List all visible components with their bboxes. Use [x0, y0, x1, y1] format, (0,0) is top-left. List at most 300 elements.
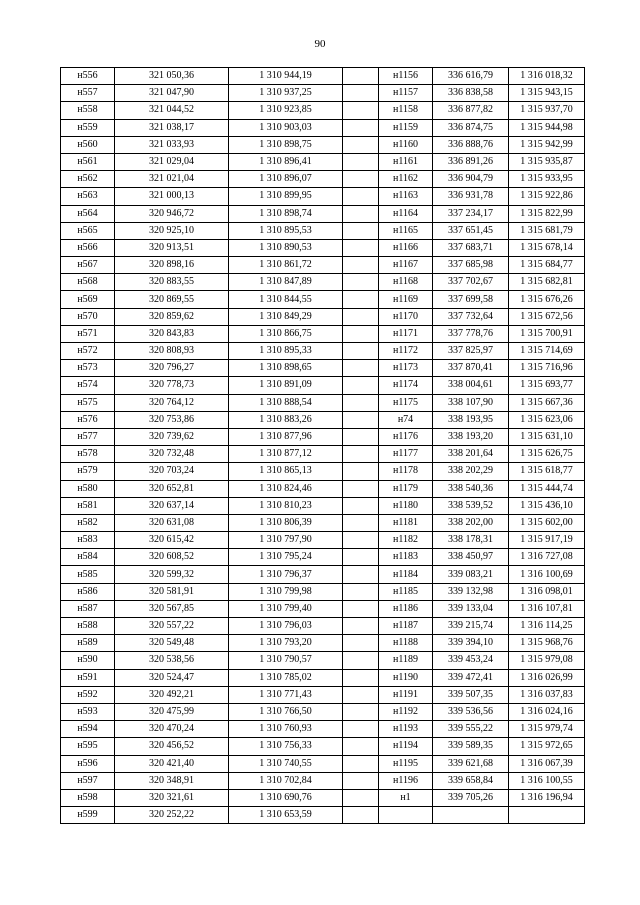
x-coordinate-cell: 338 004,61 — [433, 377, 509, 394]
x-coordinate-cell: 320 567,85 — [115, 600, 229, 617]
point-cell: н1195 — [379, 755, 433, 772]
point-cell: н577 — [61, 428, 115, 445]
empty-separator-cell — [343, 360, 379, 377]
x-coordinate-cell: 336 877,82 — [433, 102, 509, 119]
x-coordinate-cell: 320 652,81 — [115, 480, 229, 497]
table-row — [61, 669, 585, 686]
y-coordinate-cell: 1 310 898,74 — [229, 205, 343, 222]
point-cell: н595 — [61, 738, 115, 755]
x-coordinate-cell: 339 083,21 — [433, 566, 509, 583]
y-coordinate-cell: 1 310 796,03 — [229, 618, 343, 635]
point-cell: н1188 — [379, 635, 433, 652]
empty-separator-cell — [343, 222, 379, 239]
y-coordinate-cell: 1 310 877,96 — [229, 428, 343, 445]
empty-separator-cell — [343, 446, 379, 463]
empty-separator-cell — [343, 428, 379, 445]
empty-separator-cell — [343, 239, 379, 256]
x-coordinate-cell: 320 421,40 — [115, 755, 229, 772]
x-coordinate-cell: 321 029,04 — [115, 153, 229, 170]
table-row — [61, 222, 585, 239]
point-cell: н597 — [61, 772, 115, 789]
y-coordinate-cell: 1 310 849,29 — [229, 308, 343, 325]
x-coordinate-cell: 337 825,97 — [433, 343, 509, 360]
point-cell: н585 — [61, 566, 115, 583]
point-cell: н1187 — [379, 618, 433, 635]
table-row — [61, 239, 585, 256]
y-coordinate-cell: 1 315 681,79 — [509, 222, 585, 239]
point-cell: н1176 — [379, 428, 433, 445]
point-cell: н1180 — [379, 497, 433, 514]
x-coordinate-cell: 339 472,41 — [433, 669, 509, 686]
table-row — [61, 205, 585, 222]
y-coordinate-cell: 1 315 943,15 — [509, 85, 585, 102]
y-coordinate-cell: 1 310 795,24 — [229, 549, 343, 566]
point-cell: н1186 — [379, 600, 433, 617]
point-cell: н575 — [61, 394, 115, 411]
table-row — [61, 68, 585, 85]
y-coordinate-cell: 1 310 877,12 — [229, 446, 343, 463]
point-cell: н596 — [61, 755, 115, 772]
point-cell: н598 — [61, 789, 115, 806]
point-cell: н1184 — [379, 566, 433, 583]
y-coordinate-cell: 1 315 676,26 — [509, 291, 585, 308]
point-cell: н567 — [61, 257, 115, 274]
x-coordinate-cell — [433, 807, 509, 824]
y-coordinate-cell: 1 310 793,20 — [229, 635, 343, 652]
x-coordinate-cell: 320 808,93 — [115, 343, 229, 360]
empty-separator-cell — [343, 291, 379, 308]
empty-separator-cell — [343, 549, 379, 566]
point-cell: н1192 — [379, 703, 433, 720]
empty-separator-cell — [343, 618, 379, 635]
y-coordinate-cell: 1 315 667,36 — [509, 394, 585, 411]
y-coordinate-cell: 1 315 937,70 — [509, 102, 585, 119]
x-coordinate-cell: 320 869,55 — [115, 291, 229, 308]
y-coordinate-cell: 1 310 653,59 — [229, 807, 343, 824]
x-coordinate-cell: 320 348,91 — [115, 772, 229, 789]
x-coordinate-cell: 337 234,17 — [433, 205, 509, 222]
y-coordinate-cell: 1 310 944,19 — [229, 68, 343, 85]
x-coordinate-cell: 338 201,64 — [433, 446, 509, 463]
point-cell: н1185 — [379, 583, 433, 600]
y-coordinate-cell: 1 315 917,19 — [509, 532, 585, 549]
point-cell: н1190 — [379, 669, 433, 686]
y-coordinate-cell: 1 310 865,13 — [229, 463, 343, 480]
table-row — [61, 463, 585, 480]
x-coordinate-cell: 320 475,99 — [115, 703, 229, 720]
point-cell: н590 — [61, 652, 115, 669]
table-row — [61, 721, 585, 738]
point-cell: н1 — [379, 789, 433, 806]
x-coordinate-cell: 320 252,22 — [115, 807, 229, 824]
x-coordinate-cell: 321 044,52 — [115, 102, 229, 119]
point-cell: н588 — [61, 618, 115, 635]
x-coordinate-cell: 320 538,56 — [115, 652, 229, 669]
point-cell: н579 — [61, 463, 115, 480]
point-cell: н573 — [61, 360, 115, 377]
empty-separator-cell — [343, 514, 379, 531]
x-coordinate-cell: 337 685,98 — [433, 257, 509, 274]
x-coordinate-cell: 338 539,52 — [433, 497, 509, 514]
point-cell: н589 — [61, 635, 115, 652]
y-coordinate-cell: 1 310 810,23 — [229, 497, 343, 514]
empty-separator-cell — [343, 308, 379, 325]
point-cell: н1156 — [379, 68, 433, 85]
y-coordinate-cell: 1 316 026,99 — [509, 669, 585, 686]
y-coordinate-cell: 1 310 888,54 — [229, 394, 343, 411]
point-cell: н563 — [61, 188, 115, 205]
point-cell: н587 — [61, 600, 115, 617]
x-coordinate-cell: 336 874,75 — [433, 119, 509, 136]
table-row — [61, 85, 585, 102]
point-cell: н1170 — [379, 308, 433, 325]
point-cell: н1196 — [379, 772, 433, 789]
point-cell: н565 — [61, 222, 115, 239]
x-coordinate-cell: 321 000,13 — [115, 188, 229, 205]
point-cell: н599 — [61, 807, 115, 824]
x-coordinate-cell: 320 703,24 — [115, 463, 229, 480]
x-coordinate-cell: 338 202,00 — [433, 514, 509, 531]
point-cell: н1189 — [379, 652, 433, 669]
x-coordinate-cell: 339 133,04 — [433, 600, 509, 617]
point-cell: н594 — [61, 721, 115, 738]
x-coordinate-cell: 320 796,27 — [115, 360, 229, 377]
empty-separator-cell — [343, 68, 379, 85]
table-row — [61, 377, 585, 394]
x-coordinate-cell: 339 507,35 — [433, 686, 509, 703]
x-coordinate-cell: 320 739,62 — [115, 428, 229, 445]
empty-separator-cell — [343, 738, 379, 755]
y-coordinate-cell: 1 310 740,55 — [229, 755, 343, 772]
empty-separator-cell — [343, 463, 379, 480]
point-cell: н1167 — [379, 257, 433, 274]
y-coordinate-cell: 1 310 760,93 — [229, 721, 343, 738]
x-coordinate-cell: 338 193,20 — [433, 428, 509, 445]
x-coordinate-cell: 337 870,41 — [433, 360, 509, 377]
y-coordinate-cell: 1 315 944,98 — [509, 119, 585, 136]
empty-separator-cell — [343, 721, 379, 738]
empty-separator-cell — [343, 635, 379, 652]
point-cell: н1178 — [379, 463, 433, 480]
table-row — [61, 257, 585, 274]
x-coordinate-cell: 336 838,58 — [433, 85, 509, 102]
x-coordinate-cell: 336 888,76 — [433, 136, 509, 153]
table-row — [61, 532, 585, 549]
x-coordinate-cell: 320 524,47 — [115, 669, 229, 686]
x-coordinate-cell: 320 321,61 — [115, 789, 229, 806]
empty-separator-cell — [343, 257, 379, 274]
x-coordinate-cell: 339 215,74 — [433, 618, 509, 635]
x-coordinate-cell: 320 549,48 — [115, 635, 229, 652]
y-coordinate-cell: 1 315 979,74 — [509, 721, 585, 738]
x-coordinate-cell: 320 631,08 — [115, 514, 229, 531]
y-coordinate-cell: 1 316 107,81 — [509, 600, 585, 617]
empty-separator-cell — [343, 85, 379, 102]
point-cell: н1182 — [379, 532, 433, 549]
point-cell: н591 — [61, 669, 115, 686]
y-coordinate-cell: 1 315 682,81 — [509, 274, 585, 291]
x-coordinate-cell: 338 178,31 — [433, 532, 509, 549]
y-coordinate-cell: 1 310 896,07 — [229, 171, 343, 188]
point-cell: н1162 — [379, 171, 433, 188]
point-cell: н557 — [61, 85, 115, 102]
y-coordinate-cell: 1 315 444,74 — [509, 480, 585, 497]
table-row — [61, 360, 585, 377]
table-row — [61, 274, 585, 291]
y-coordinate-cell: 1 315 631,10 — [509, 428, 585, 445]
page-number: 90 — [314, 38, 326, 50]
point-cell: н566 — [61, 239, 115, 256]
point-cell: н556 — [61, 68, 115, 85]
y-coordinate-cell: 1 310 861,72 — [229, 257, 343, 274]
y-coordinate-cell: 1 315 822,99 — [509, 205, 585, 222]
x-coordinate-cell: 320 456,52 — [115, 738, 229, 755]
table-row — [61, 652, 585, 669]
point-cell: н582 — [61, 514, 115, 531]
x-coordinate-cell: 338 107,90 — [433, 394, 509, 411]
x-coordinate-cell: 321 021,04 — [115, 171, 229, 188]
x-coordinate-cell: 339 453,24 — [433, 652, 509, 669]
point-cell: н1166 — [379, 239, 433, 256]
point-cell: н560 — [61, 136, 115, 153]
y-coordinate-cell: 1 310 785,02 — [229, 669, 343, 686]
point-cell: н572 — [61, 343, 115, 360]
x-coordinate-cell: 339 132,98 — [433, 583, 509, 600]
point-cell: н562 — [61, 171, 115, 188]
empty-separator-cell — [343, 343, 379, 360]
table-row — [61, 428, 585, 445]
x-coordinate-cell: 320 859,62 — [115, 308, 229, 325]
x-coordinate-cell: 320 843,83 — [115, 325, 229, 342]
table-row — [61, 618, 585, 635]
empty-separator-cell — [343, 377, 379, 394]
table-row — [61, 171, 585, 188]
x-coordinate-cell: 320 608,52 — [115, 549, 229, 566]
table-row — [61, 325, 585, 342]
x-coordinate-cell: 337 699,58 — [433, 291, 509, 308]
empty-separator-cell — [343, 394, 379, 411]
y-coordinate-cell: 1 310 799,40 — [229, 600, 343, 617]
point-cell: н1172 — [379, 343, 433, 360]
y-coordinate-cell: 1 316 018,32 — [509, 68, 585, 85]
table-row — [61, 772, 585, 789]
point-cell: н1175 — [379, 394, 433, 411]
x-coordinate-cell: 338 193,95 — [433, 411, 509, 428]
table-row — [61, 411, 585, 428]
point-cell: н558 — [61, 102, 115, 119]
y-coordinate-cell: 1 315 979,08 — [509, 652, 585, 669]
x-coordinate-cell: 339 621,68 — [433, 755, 509, 772]
point-cell: н571 — [61, 325, 115, 342]
empty-separator-cell — [343, 703, 379, 720]
y-coordinate-cell: 1 310 903,03 — [229, 119, 343, 136]
x-coordinate-cell: 320 898,16 — [115, 257, 229, 274]
point-cell: н576 — [61, 411, 115, 428]
point-cell: н1194 — [379, 738, 433, 755]
empty-separator-cell — [343, 102, 379, 119]
empty-separator-cell — [343, 205, 379, 222]
x-coordinate-cell: 320 599,32 — [115, 566, 229, 583]
table-row — [61, 738, 585, 755]
coordinates-table-body — [61, 68, 585, 824]
y-coordinate-cell: 1 310 790,57 — [229, 652, 343, 669]
point-cell: н1179 — [379, 480, 433, 497]
x-coordinate-cell: 320 913,51 — [115, 239, 229, 256]
table-row — [61, 686, 585, 703]
point-cell: н568 — [61, 274, 115, 291]
x-coordinate-cell: 337 702,67 — [433, 274, 509, 291]
y-coordinate-cell: 1 315 700,91 — [509, 325, 585, 342]
point-cell: н592 — [61, 686, 115, 703]
point-cell: н586 — [61, 583, 115, 600]
x-coordinate-cell: 338 450,97 — [433, 549, 509, 566]
x-coordinate-cell: 320 753,86 — [115, 411, 229, 428]
y-coordinate-cell: 1 315 693,77 — [509, 377, 585, 394]
point-cell: н1168 — [379, 274, 433, 291]
point-cell: н581 — [61, 497, 115, 514]
x-coordinate-cell: 336 616,79 — [433, 68, 509, 85]
point-cell: н1159 — [379, 119, 433, 136]
y-coordinate-cell: 1 316 098,01 — [509, 583, 585, 600]
y-coordinate-cell: 1 315 602,00 — [509, 514, 585, 531]
x-coordinate-cell: 339 658,84 — [433, 772, 509, 789]
y-coordinate-cell: 1 310 806,39 — [229, 514, 343, 531]
y-coordinate-cell: 1 310 898,65 — [229, 360, 343, 377]
y-coordinate-cell: 1 316 100,55 — [509, 772, 585, 789]
table-row — [61, 136, 585, 153]
y-coordinate-cell: 1 315 968,76 — [509, 635, 585, 652]
y-coordinate-cell: 1 310 866,75 — [229, 325, 343, 342]
point-cell: н559 — [61, 119, 115, 136]
point-cell: н1165 — [379, 222, 433, 239]
x-coordinate-cell: 321 038,17 — [115, 119, 229, 136]
x-coordinate-cell: 320 764,12 — [115, 394, 229, 411]
y-coordinate-cell: 1 315 672,56 — [509, 308, 585, 325]
empty-separator-cell — [343, 480, 379, 497]
x-coordinate-cell: 339 705,26 — [433, 789, 509, 806]
y-coordinate-cell: 1 310 898,75 — [229, 136, 343, 153]
x-coordinate-cell: 320 732,48 — [115, 446, 229, 463]
y-coordinate-cell: 1 315 933,95 — [509, 171, 585, 188]
empty-separator-cell — [343, 600, 379, 617]
y-coordinate-cell: 1 315 922,86 — [509, 188, 585, 205]
x-coordinate-cell: 320 492,21 — [115, 686, 229, 703]
y-coordinate-cell: 1 316 067,39 — [509, 755, 585, 772]
x-coordinate-cell: 337 651,45 — [433, 222, 509, 239]
point-cell: н593 — [61, 703, 115, 720]
y-coordinate-cell: 1 310 895,53 — [229, 222, 343, 239]
point-cell: н578 — [61, 446, 115, 463]
empty-separator-cell — [343, 171, 379, 188]
x-coordinate-cell: 337 732,64 — [433, 308, 509, 325]
x-coordinate-cell: 338 540,36 — [433, 480, 509, 497]
point-cell: н74 — [379, 411, 433, 428]
x-coordinate-cell: 339 394,10 — [433, 635, 509, 652]
point-cell — [379, 807, 433, 824]
point-cell: н564 — [61, 205, 115, 222]
empty-separator-cell — [343, 566, 379, 583]
x-coordinate-cell: 336 904,79 — [433, 171, 509, 188]
y-coordinate-cell: 1 310 844,55 — [229, 291, 343, 308]
y-coordinate-cell: 1 316 727,08 — [509, 549, 585, 566]
y-coordinate-cell: 1 310 756,33 — [229, 738, 343, 755]
table-row — [61, 566, 585, 583]
y-coordinate-cell: 1 315 942,99 — [509, 136, 585, 153]
x-coordinate-cell: 339 589,35 — [433, 738, 509, 755]
coordinates-table — [60, 67, 585, 824]
table-row — [61, 549, 585, 566]
y-coordinate-cell: 1 310 883,26 — [229, 411, 343, 428]
point-cell: н1177 — [379, 446, 433, 463]
empty-separator-cell — [343, 274, 379, 291]
point-cell: н1191 — [379, 686, 433, 703]
table-row — [61, 583, 585, 600]
x-coordinate-cell: 321 033,93 — [115, 136, 229, 153]
x-coordinate-cell: 320 581,91 — [115, 583, 229, 600]
empty-separator-cell — [343, 153, 379, 170]
point-cell: н574 — [61, 377, 115, 394]
empty-separator-cell — [343, 772, 379, 789]
y-coordinate-cell: 1 315 626,75 — [509, 446, 585, 463]
y-coordinate-cell: 1 315 972,65 — [509, 738, 585, 755]
table-row — [61, 308, 585, 325]
y-coordinate-cell: 1 310 824,46 — [229, 480, 343, 497]
point-cell: н1174 — [379, 377, 433, 394]
table-row — [61, 497, 585, 514]
point-cell: н569 — [61, 291, 115, 308]
table-row — [61, 807, 585, 824]
x-coordinate-cell: 320 946,72 — [115, 205, 229, 222]
point-cell: н580 — [61, 480, 115, 497]
empty-separator-cell — [343, 188, 379, 205]
y-coordinate-cell: 1 310 891,09 — [229, 377, 343, 394]
x-coordinate-cell: 320 778,73 — [115, 377, 229, 394]
y-coordinate-cell: 1 316 037,83 — [509, 686, 585, 703]
point-cell: н1183 — [379, 549, 433, 566]
x-coordinate-cell: 339 536,56 — [433, 703, 509, 720]
point-cell: н1163 — [379, 188, 433, 205]
x-coordinate-cell: 320 470,24 — [115, 721, 229, 738]
table-row — [61, 755, 585, 772]
y-coordinate-cell: 1 310 895,33 — [229, 343, 343, 360]
y-coordinate-cell: 1 315 436,10 — [509, 497, 585, 514]
empty-separator-cell — [343, 411, 379, 428]
y-coordinate-cell: 1 315 623,06 — [509, 411, 585, 428]
x-coordinate-cell: 320 637,14 — [115, 497, 229, 514]
table-row — [61, 514, 585, 531]
y-coordinate-cell: 1 316 100,69 — [509, 566, 585, 583]
empty-separator-cell — [343, 755, 379, 772]
table-row — [61, 480, 585, 497]
table-row — [61, 153, 585, 170]
y-coordinate-cell — [509, 807, 585, 824]
x-coordinate-cell: 320 883,55 — [115, 274, 229, 291]
empty-separator-cell — [343, 789, 379, 806]
point-cell: н570 — [61, 308, 115, 325]
point-cell: н1181 — [379, 514, 433, 531]
empty-separator-cell — [343, 686, 379, 703]
empty-separator-cell — [343, 807, 379, 824]
point-cell: н1160 — [379, 136, 433, 153]
x-coordinate-cell: 337 778,76 — [433, 325, 509, 342]
table-row — [61, 102, 585, 119]
y-coordinate-cell: 1 310 771,43 — [229, 686, 343, 703]
y-coordinate-cell: 1 315 935,87 — [509, 153, 585, 170]
y-coordinate-cell: 1 310 796,37 — [229, 566, 343, 583]
x-coordinate-cell: 320 615,42 — [115, 532, 229, 549]
y-coordinate-cell: 1 310 690,76 — [229, 789, 343, 806]
point-cell: н1173 — [379, 360, 433, 377]
